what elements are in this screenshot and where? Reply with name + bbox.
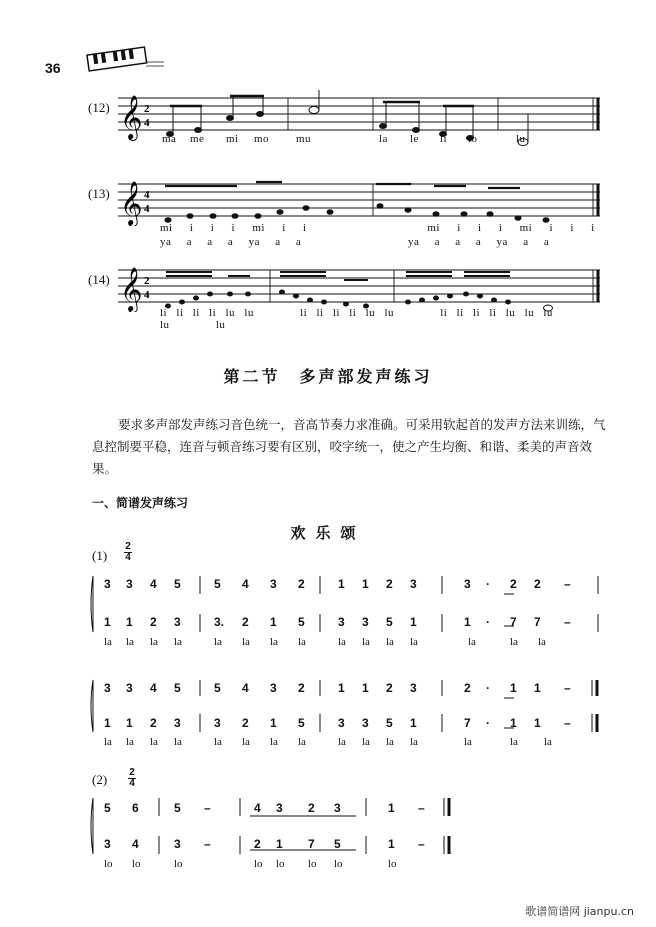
jianpu-ex2-label: (2) (92, 772, 108, 787)
watermark-text: 歌谱简谱网 jianpu.cn (525, 905, 634, 918)
piano-keys-icon (84, 44, 164, 76)
dot: · (486, 577, 490, 591)
note: 2 (150, 716, 157, 730)
note: 3 (338, 716, 345, 730)
ex14-lyric: li (316, 307, 324, 319)
ex13-lyric: mi (160, 222, 173, 234)
dash: – (418, 801, 425, 815)
time-sig-top: 2 (125, 541, 131, 552)
lyric: la (126, 636, 134, 648)
ex13-lyric: i (457, 222, 461, 234)
note: 2 (298, 681, 305, 695)
lyric: la (150, 736, 158, 748)
dot: · (486, 615, 490, 629)
note: 3 (410, 681, 417, 695)
note: 1 (510, 716, 517, 730)
note: 1 (410, 716, 417, 730)
section-title: 第二节 多声部发声练习 (223, 367, 433, 386)
note: 5 (174, 801, 181, 815)
note: 5 (174, 577, 181, 591)
ex13-lyric: ya (248, 236, 260, 248)
time-sig-bottom: 4 (125, 552, 131, 563)
ex14-lyric: li (473, 307, 481, 319)
dot: · (486, 716, 490, 730)
svg-text:4: 4 (144, 203, 150, 215)
ex14-lyric: li (160, 307, 168, 319)
note: 4 (242, 681, 249, 695)
lyric: la (242, 736, 250, 748)
note: 5 (298, 716, 305, 730)
ex13-lyrics-line-1 (160, 222, 600, 234)
svg-text:𝄞: 𝄞 (120, 95, 143, 139)
note: 5 (386, 716, 393, 730)
ex13-lyric: i (303, 222, 307, 234)
ex13-lyric: i (189, 222, 194, 234)
ex13-lyric: a (227, 236, 234, 248)
lyric: la (150, 636, 158, 648)
ex14-lyric: li (192, 307, 200, 319)
ex13-lyric: ya (160, 236, 172, 248)
ex12-lyric-9: lo (468, 133, 478, 145)
ex12-lyric-8: li (440, 133, 448, 145)
ex14-lyric: li (489, 307, 497, 319)
ex13-lyric: a (275, 236, 281, 248)
lyric: la (510, 636, 518, 648)
dash: – (204, 801, 211, 815)
lyric: lo (174, 858, 183, 870)
note: 1 (126, 615, 133, 629)
ex13-lyric: a (207, 236, 213, 248)
note: 1 (534, 716, 541, 730)
note: 3 (270, 681, 277, 695)
lyric: la (468, 636, 476, 648)
note: 1 (362, 577, 369, 591)
ex13-lyric: i (478, 222, 482, 234)
svg-text:4: 4 (144, 117, 150, 129)
ex12-lyric-4: mo (254, 133, 270, 145)
lyric: la (104, 636, 112, 648)
ex14-lyric: lu (225, 307, 236, 319)
lyric: la (298, 736, 306, 748)
ex14-lyric: lu (160, 319, 170, 331)
note: 2 (242, 716, 249, 730)
lyric: la (104, 736, 112, 748)
note: 4 (150, 577, 157, 591)
ex14-lyric: li (300, 307, 308, 319)
note: 5 (104, 801, 111, 815)
ex14-lyric: li (456, 307, 464, 319)
note: 3 (126, 577, 133, 591)
note: 1 (104, 615, 111, 629)
note: 1 (126, 716, 133, 730)
note: 3 (338, 615, 345, 629)
ex14-lyric: lu (505, 307, 516, 319)
exercise-14-label: (14) (88, 272, 110, 287)
ex14-lyric: lu (384, 307, 394, 319)
note: 3 (362, 716, 369, 730)
note: 1 (388, 837, 395, 851)
lyric: lo (276, 858, 285, 870)
dot: · (486, 681, 490, 695)
ex13-lyric: a (295, 236, 302, 248)
note: 3 (104, 577, 111, 591)
ex14-lyric: lu (365, 307, 376, 319)
lyric: la (298, 636, 306, 648)
lyric: la (214, 736, 222, 748)
ex13-lyric: a (186, 236, 193, 248)
lyric: la (270, 736, 278, 748)
staff-exercise-13 (118, 176, 608, 226)
paragraph-text: 要求多声部发声练习音色统一，音高节奏力求准确。可采用软起首的发声方法来训练，气息控制要平稳，连音与顿音练习要有区别，咬字统一，使之产生均衡、和谐、柔美的声音效果。 (92, 417, 606, 476)
ex13-lyric: i (549, 222, 554, 234)
note: 4 (254, 801, 261, 815)
svg-text:𝄞: 𝄞 (120, 181, 143, 225)
lyric: la (386, 736, 394, 748)
note: 2 (534, 577, 541, 591)
lyric: la (464, 736, 472, 748)
ex13-lyric: i (282, 222, 286, 234)
ex13-lyric: i (210, 222, 215, 234)
lyric: lo (334, 858, 343, 870)
lyric: la (126, 736, 134, 748)
ex14-lyric: li (440, 307, 448, 319)
lyric: lo (132, 858, 141, 870)
note: 2 (254, 837, 261, 851)
lyric: la (410, 636, 418, 648)
note: 7 (308, 837, 315, 851)
note: 3 (174, 837, 181, 851)
ex14-lyric: li (332, 307, 340, 319)
time-sig-bottom: 4 (129, 778, 135, 789)
note: 3 (126, 681, 133, 695)
ex14-lyric: lu (244, 307, 254, 319)
ex14-lyric: lu (215, 319, 226, 331)
note: 2 (510, 577, 517, 591)
dash: – (564, 716, 571, 730)
note: 1 (270, 615, 277, 629)
note: 2 (308, 801, 315, 815)
note: 1 (464, 615, 471, 629)
lyric: la (174, 736, 182, 748)
ex12-lyric-7: le (410, 133, 419, 145)
note: 3 (174, 615, 181, 629)
ex13-lyric: a (455, 236, 461, 248)
note: 2 (464, 681, 471, 695)
ex13-lyric: i (498, 222, 503, 234)
lyric: lo (104, 858, 113, 870)
page-number: 36 (45, 60, 61, 76)
note: 5 (214, 577, 221, 591)
lyric: lo (254, 858, 263, 870)
ex13-lyric: a (543, 236, 550, 248)
ex14-lyric: li (209, 307, 217, 319)
lyric: lo (388, 858, 397, 870)
ex14-lyric: li (349, 307, 357, 319)
ex12-lyric-2: me (190, 133, 205, 145)
staff-exercise-14 (118, 262, 608, 312)
lyric: la (544, 736, 552, 748)
svg-text:4: 4 (144, 189, 150, 201)
note: 3. (214, 615, 225, 629)
note: 7 (534, 615, 541, 629)
dash: – (564, 681, 571, 695)
note: 5 (386, 615, 393, 629)
lyric: la (338, 636, 346, 648)
lyric: la (362, 736, 370, 748)
lyric: la (386, 636, 394, 648)
lyric: la (214, 636, 222, 648)
note: 2 (298, 577, 305, 591)
ex14-lyrics (160, 307, 600, 331)
ex12-lyric-1: ma (162, 133, 177, 145)
note: 3 (214, 716, 221, 730)
lyric: la (538, 636, 546, 648)
lyric: la (410, 736, 418, 748)
note: 7 (510, 615, 517, 629)
jianpu-barlines (80, 568, 610, 788)
note: 2 (150, 615, 157, 629)
body-paragraph (92, 414, 612, 480)
note: 3 (362, 615, 369, 629)
exercise-13-label: (13) (88, 186, 110, 201)
note: 2 (386, 681, 393, 695)
note: 5 (298, 615, 305, 629)
note: 1 (276, 837, 283, 851)
note: 5 (334, 837, 341, 851)
ex13-lyric: i (231, 222, 236, 234)
ex12-lyric-10: lu (516, 133, 526, 145)
dash: – (564, 615, 571, 629)
note: 2 (386, 577, 393, 591)
dash: – (418, 837, 425, 851)
note: 1 (338, 577, 345, 591)
note: 3 (334, 801, 341, 815)
ex12-lyric-3: mi (226, 133, 239, 145)
note: 3 (276, 801, 283, 815)
note: 3 (410, 577, 417, 591)
lyric: lo (308, 858, 317, 870)
note: 3 (464, 577, 471, 591)
note: 7 (464, 716, 471, 730)
ex14-lyric: li (176, 307, 184, 319)
note: 3 (104, 681, 111, 695)
note: 1 (388, 801, 395, 815)
ex13-lyric: mi (427, 222, 440, 234)
ex13-lyric: a (434, 236, 441, 248)
exercise-12-label: (12) (88, 100, 110, 115)
note: 5 (174, 681, 181, 695)
ex1-time-signature (124, 542, 132, 563)
ex13-lyric: ya (496, 236, 508, 248)
lyric: la (362, 636, 370, 648)
ex2-time-signature (128, 768, 136, 789)
jianpu-ex1-label: (1) (92, 548, 108, 563)
song-title: 欢乐颂 (290, 524, 366, 542)
note: 3 (104, 837, 111, 851)
ex13-lyric: a (523, 236, 529, 248)
sub-heading: 一、简谱发声练习 (92, 496, 189, 510)
note: 1 (534, 681, 541, 695)
note: 1 (338, 681, 345, 695)
note: 3 (174, 716, 181, 730)
note: 1 (104, 716, 111, 730)
ex13-lyric: a (475, 236, 482, 248)
note: 4 (150, 681, 157, 695)
dash: – (204, 837, 211, 851)
note: 6 (132, 801, 139, 815)
svg-text:2: 2 (144, 103, 150, 115)
note: 5 (214, 681, 221, 695)
ex13-lyrics-line-2 (160, 236, 600, 248)
note: 3 (270, 577, 277, 591)
note: 4 (242, 577, 249, 591)
svg-text:4: 4 (144, 289, 150, 301)
ex13-lyric: mi (519, 222, 533, 234)
lyric: la (338, 736, 346, 748)
ex13-lyric: ya (407, 236, 420, 248)
ex12-lyric-5: mu (296, 133, 312, 145)
note: 1 (270, 716, 277, 730)
ex13-lyric: i (591, 222, 595, 234)
ex13-lyric: i (570, 222, 574, 234)
svg-text:2: 2 (144, 275, 150, 287)
lyric: la (174, 636, 182, 648)
note: 1 (410, 615, 417, 629)
time-sig-top: 2 (129, 767, 135, 778)
lyric: la (242, 636, 250, 648)
note: 4 (132, 837, 139, 851)
ex13-lyric: mi (252, 222, 265, 234)
note: 2 (242, 615, 249, 629)
ex14-lyric: lu (524, 307, 535, 319)
lyric: la (270, 636, 278, 648)
dash: – (564, 577, 571, 591)
ex12-lyric-6: la (379, 133, 388, 145)
svg-text:𝄞: 𝄞 (120, 267, 143, 311)
note: 1 (362, 681, 369, 695)
ex14-lyric: lu (543, 307, 553, 319)
lyric: la (510, 736, 518, 748)
note: 1 (510, 681, 517, 695)
